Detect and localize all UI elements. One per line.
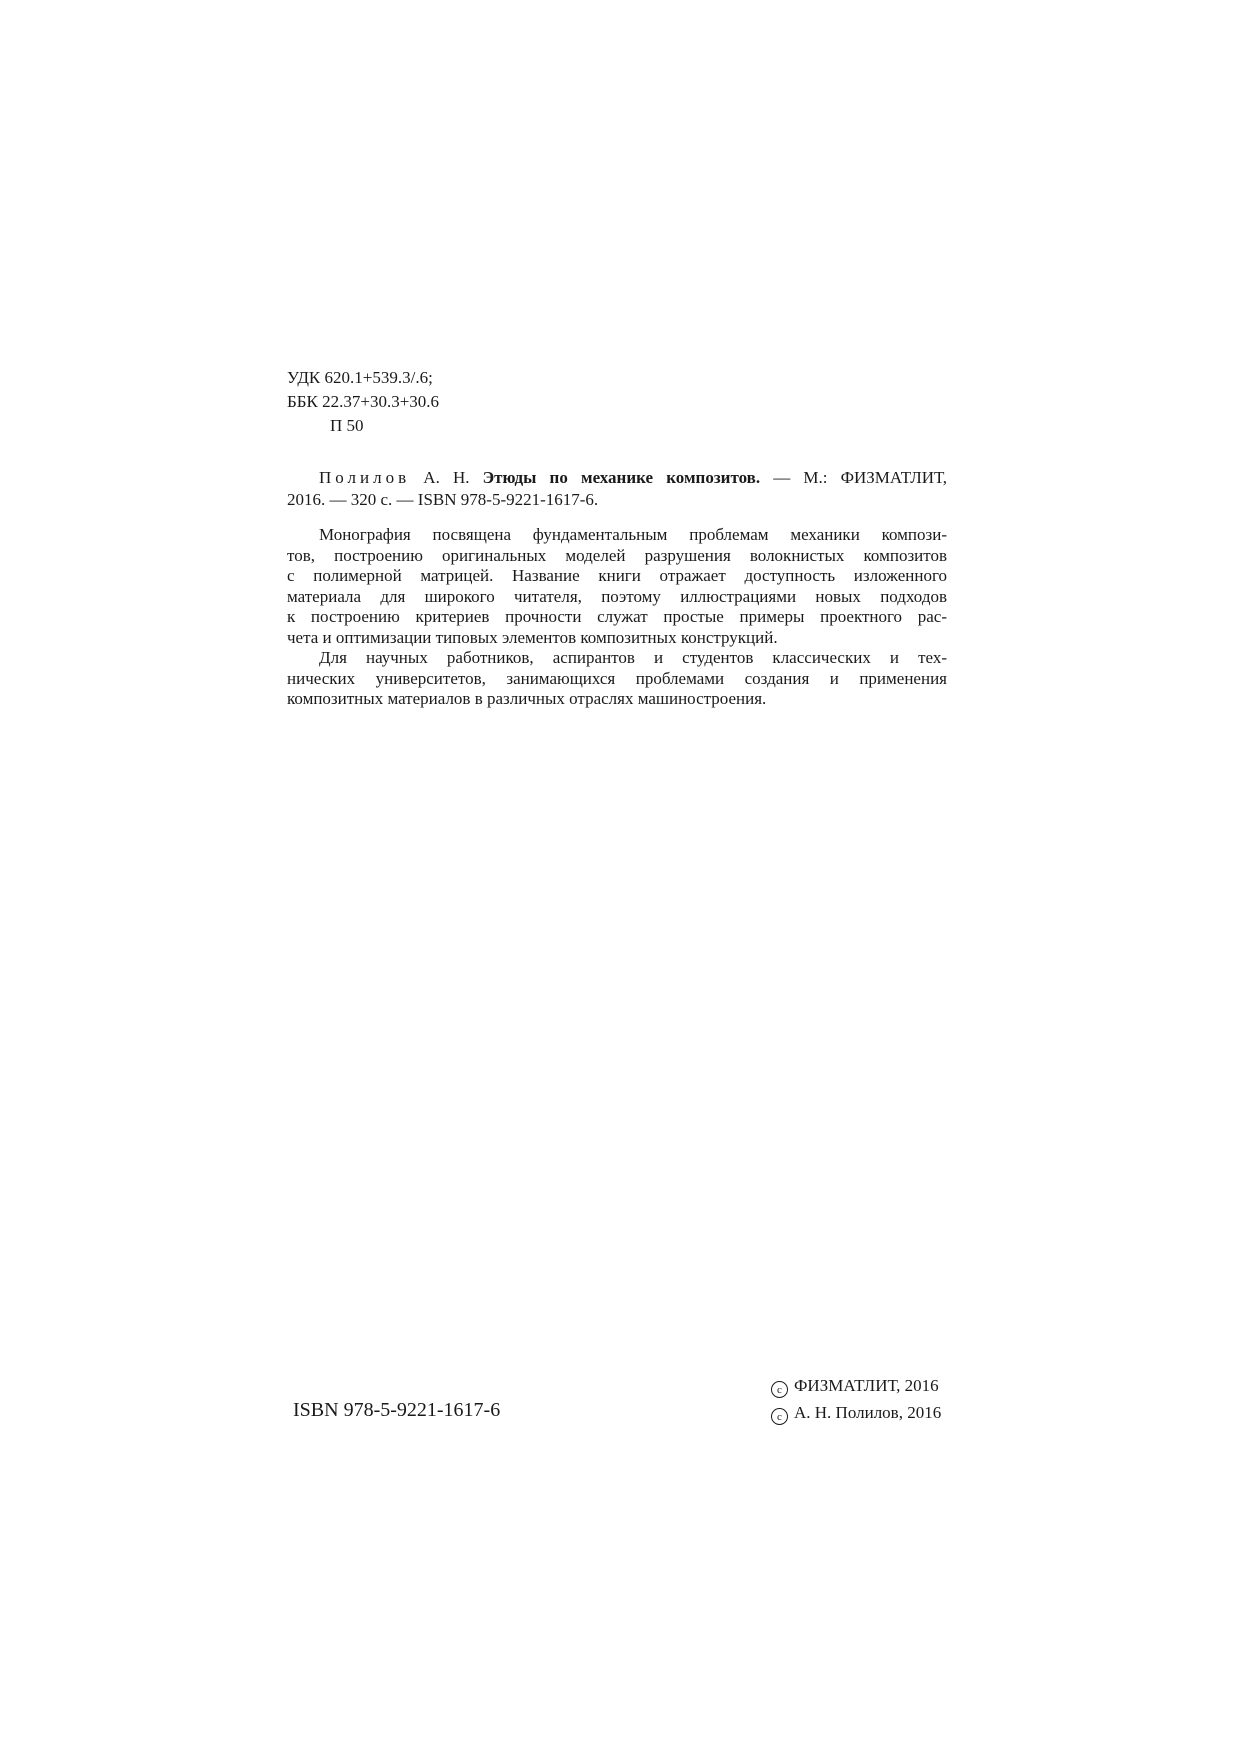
- annotation-line: Монография посвящена фундаментальным проблемам механики компози-: [319, 525, 947, 544]
- book-title: Этюды по механике композитов.: [482, 468, 761, 487]
- author-surname: Полилов: [319, 468, 411, 487]
- copyright-author-text: А. Н. Полилов, 2016: [794, 1403, 942, 1422]
- bbk-code: ББК 22.37+30.3+30.6: [287, 392, 440, 411]
- annotation-line: к построению критериев прочности служат простые примеры проектного рас-: [287, 607, 947, 626]
- copyright-icon: c: [771, 1381, 788, 1398]
- biblio-line-1: [287, 467, 947, 489]
- annotation-line: композитных материалов в различных отраслях машиностроения.: [287, 689, 767, 708]
- author-initials: А. Н.: [423, 468, 470, 487]
- imprint-line-2: 2016. — 320 с. — ISBN 978-5-9221-1617-6.: [287, 490, 599, 509]
- copyright-icon: c: [771, 1408, 788, 1425]
- annotation-line: тов, построению оригинальных моделей разрушения волокнистых композитов: [287, 545, 947, 565]
- annotation-line: Для научных работников, аспирантов и студентов классических и тех-: [319, 648, 947, 667]
- copyright-publisher: [771, 1372, 941, 1399]
- bibliographic-record: [287, 467, 947, 511]
- imprint-line-1: — М.: ФИЗМАТЛИТ,: [773, 468, 947, 487]
- annotation-line: с полимерной матрицей. Название книги отражает доступность изложенного: [287, 566, 947, 585]
- classification-codes: [287, 366, 439, 438]
- annotation-line: материала для широкого читателя, поэтому иллюстрациями новых подходов: [287, 586, 947, 606]
- copyright-author: [771, 1399, 941, 1426]
- copyright-notices: [771, 1372, 941, 1426]
- annotation-line: чета и оптимизации типовых элементов композитных конструкций.: [287, 627, 778, 647]
- annotation-line: нических университетов, занимающихся проблемами создания и применения: [287, 668, 947, 688]
- copyright-publisher-text: ФИЗМАТЛИТ, 2016: [794, 1376, 939, 1395]
- author-mark: П 50: [330, 416, 364, 435]
- isbn: ISBN 978-5-9221-1617-6: [293, 1399, 501, 1421]
- annotation: [287, 525, 947, 710]
- udk-code: УДК 620.1+539.3/.6;: [287, 368, 433, 387]
